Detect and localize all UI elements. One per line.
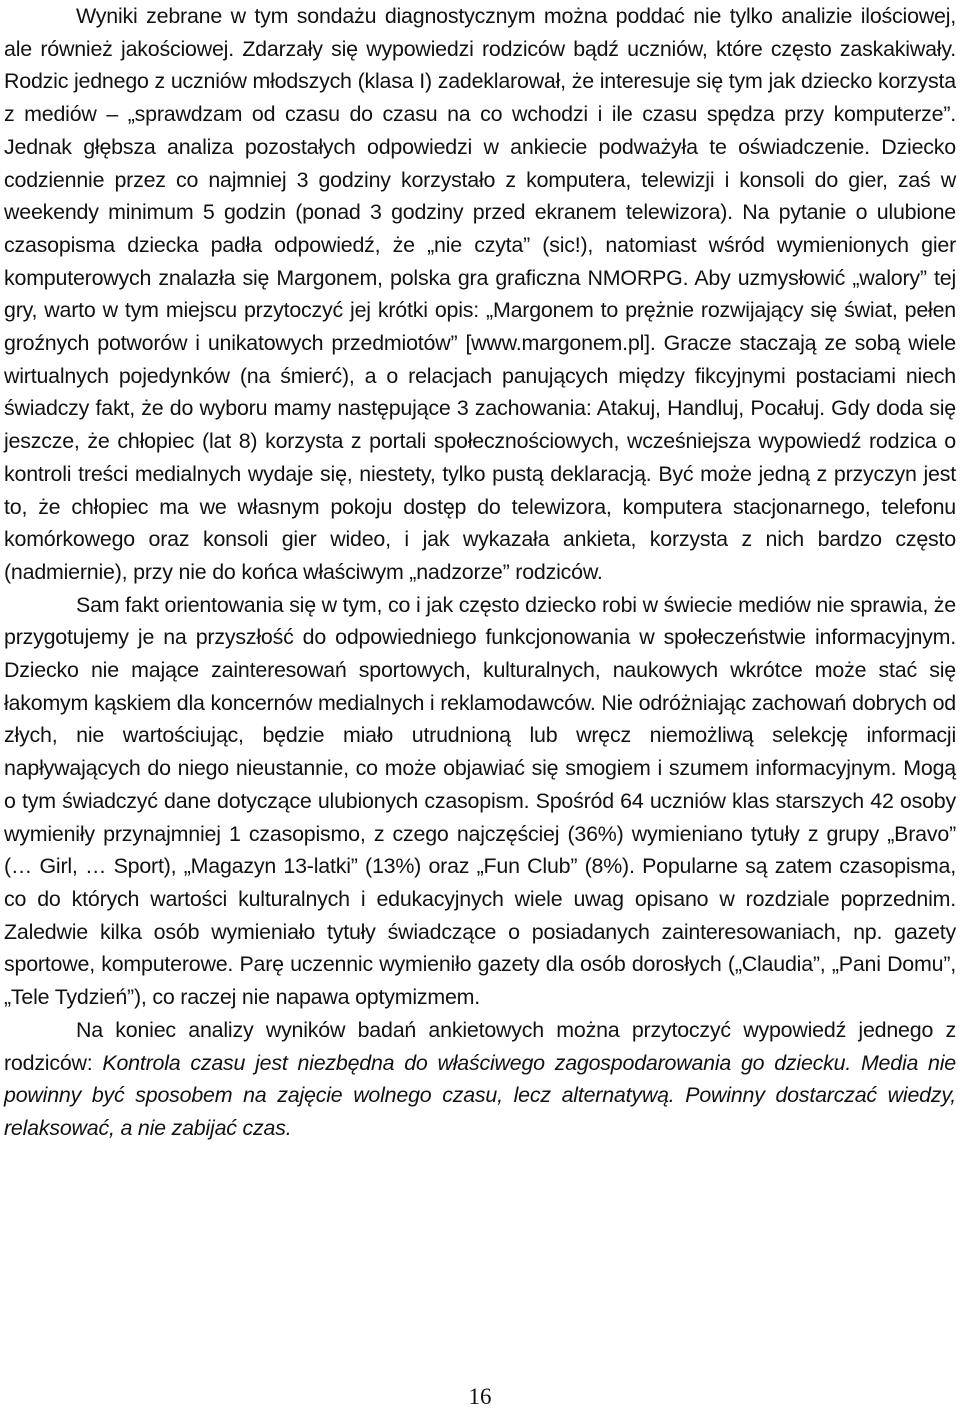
document-body — [4, 0, 956, 1145]
page-number: 16 — [468, 1384, 492, 1409]
paragraph — [4, 589, 956, 1014]
paragraph — [4, 0, 956, 589]
paragraph-text: Sam fakt orientowania się w tym, co i jak często dziecko robi w świecie mediów nie sprawia, że przygotujemy je na przyszłość do odpowiedniego funkcjonowania w społeczeństwie informacyjnym. Dziecko nie mające zainteresowań sportowych, kulturalnych, naukowych wkrótce może stać się łakomym kąskiem dla koncernów medialnych i reklamodawców. Nie odróżniając zachowań dobrych od złych, nie wartościując, będzie miało utrudnioną lub wręcz niemożliwą selekcję informacji napływających do niego nieustannie, co może objawiać się smogiem i szumem informacyjnym. Mogą o tym świadczyć dane dotyczące ulubionych czasopism. Spośród 64 uczniów klas starszych 42 osoby wymieniły przynajmniej 1 czasopismo, z czego najczęściej (36%) wymieniano tytuły z grupy „Bravo” (… Girl, … Sport), „Magazyn 13-latki” (13%) oraz „Fun Club” (8%). Popularne są zatem czasopisma, co do których wartości kulturalnych i edukacyjnych wiele uwag opisano w rozdziale poprzednim. Zaledwie kilka osób wymieniało tytuły świadczące o posiadanych zainteresowaniach, np. gazety sportowe, komputerowe. Parę uczennic wymieniło gazety dla osób dorosłych („Claudia”, „Pani Domu”, „Tele Tydzień”), co raczej nie napawa optymizmem. — [4, 592, 956, 1010]
paragraph-text: Wyniki zebrane w tym sondażu diagnostycznym można poddać nie tylko analizie ilościowej, ale również jakościowej. Zdarzały się wypowiedzi rodziców bądź uczniów, które często zaskakiwały. Rodzic jednego z uczniów młodszych (klasa I) zadeklarował, że interesuje się tym jak dziecko korzysta z mediów – „sprawdzam od czasu do czasu na co wchodzi i ile czasu spędza przy komputerze”. Jednak głębsza analiza pozostałych odpowiedzi w ankiecie podważyła te oświadczenie. Dziecko codziennie przez co najmniej 3 godziny korzystało z komputera, telewizji i konsoli do gier, zaś w weekendy minimum 5 godzin (ponad 3 godziny przed ekranem telewizora). Na pytanie o ulubione czasopisma dziecka padła odpowiedź, że „nie czyta” (sic!), natomiast wśród wymienionych gier komputerowych znalazła się Margonem, polska gra graficzna NMORPG. Aby uzmysłowić „walory” tej gry, warto w tym miejscu przytoczyć jej krótki opis: „Margonem to prężnie rozwijający się świat, pełen groźnych potworów i unikatowych przedmiotów” [www.margonem.pl]. Gracze staczają ze sobą wiele wirtualnych pojedynków (na śmierć), a o relacjach panujących między fikcyjnymi postaciami niech świadczy fakt, że do wyboru mamy następujące 3 zachowania: Atakuj, Handluj, Pocałuj. Gdy doda się jeszcze, że chłopiec (lat 8) korzysta z portali społecznościowych, wcześniejsza wypowiedź rodzica o kontroli treści medialnych wydaje się, niestety, tylko pustą deklaracją. Być może jedną z przyczyn jest to, że chłopiec ma we własnym pokoju dostęp do telewizora, komputera stacjonarnego, telefonu komórkowego oraz konsoli gier wideo, i jak wykazała ankieta, korzysta z nich bardzo często (nadmiernie), przy nie do końca właściwym „nadzorze” rodziców. — [4, 4, 956, 584]
paragraph-text: Na koniec analizy wyników badań ankietowych można przytoczyć wypowiedź jednego z rodziców: — [4, 1017, 956, 1075]
parent-quote: Kontrola czasu jest niezbędna do właściwego zagospodarowania go dziecku. Media nie powinny być sposobem na zajęcie wolnego czasu, lecz alternatywą. Powinny dostarczać wiedzy, relaksować, a nie zabijać czas. — [4, 1050, 957, 1140]
paragraph — [4, 1014, 956, 1145]
